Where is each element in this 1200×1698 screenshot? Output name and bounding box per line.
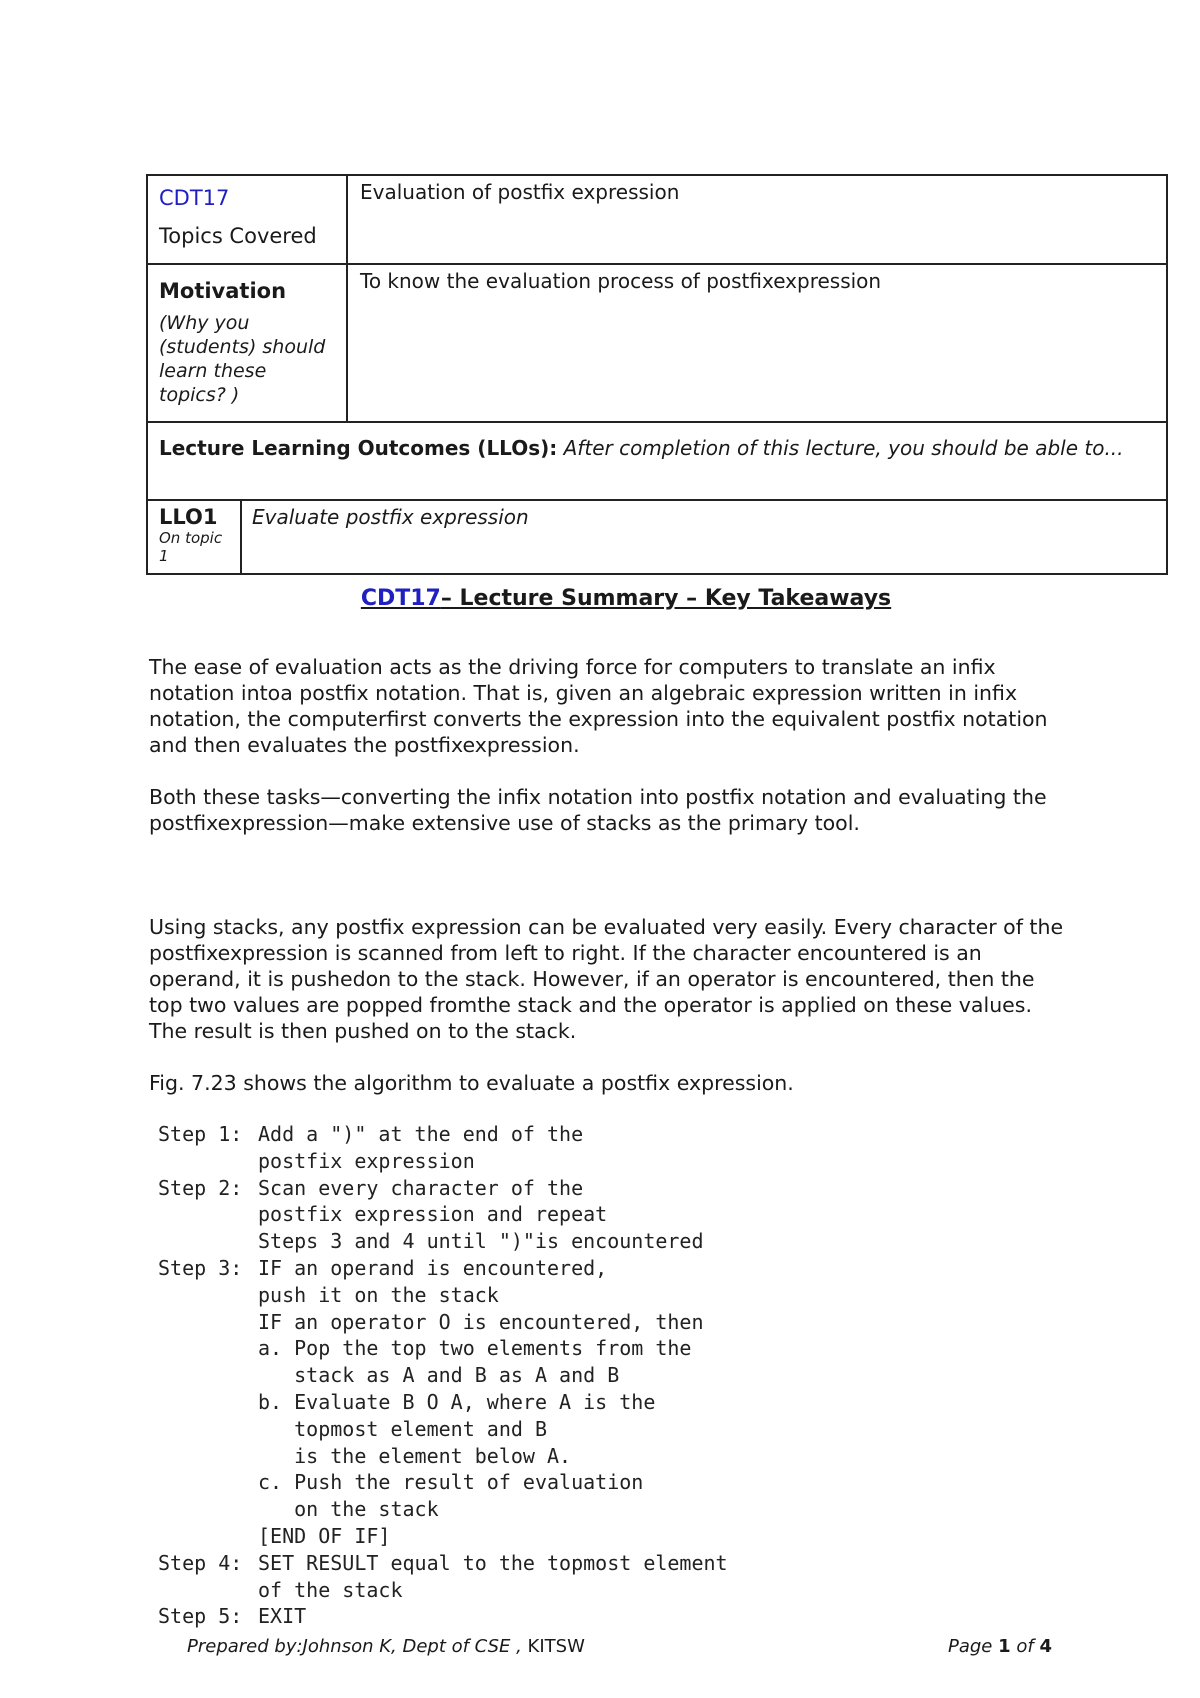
algorithm-line	[158, 1282, 728, 1309]
motivation-note: (Why you (students) should learn these topics? )	[159, 312, 326, 406]
algorithm-line	[158, 1228, 728, 1255]
algorithm-line	[158, 1201, 728, 1228]
of-word: of	[1010, 1636, 1040, 1657]
paragraph-1: The ease of evaluation acts as the driving force for computers to translate an infix notation intoa postfix notation. That is, given an algebraic expression written in infix notation, the computerfirst converts the expression into the equivalent postfix notation and then evaluates the postfixexpression.	[149, 655, 1048, 757]
algorithm-figure	[158, 1121, 728, 1630]
algorithm-step-label	[158, 1335, 258, 1362]
algorithm-line	[158, 1577, 728, 1604]
algorithm-step-text: IF an operator O is encountered, then	[258, 1309, 704, 1334]
summary-title-rest: – Lecture Summary – Key Takeaways	[440, 586, 892, 611]
algorithm-step-text: Scan every character of the	[258, 1175, 584, 1200]
algorithm-step-text: EXIT	[258, 1604, 307, 1629]
algorithm-line	[158, 1309, 728, 1336]
llo-heading-cell	[147, 422, 1167, 500]
paragraph-2: Both these tasks—converting the infix notation into postfix notation and evaluating the postfixexpression—make extensive use of stacks as the primary tool.	[149, 785, 1047, 835]
algorithm-step-label	[158, 1228, 258, 1255]
algorithm-step-label: Step 4:	[158, 1550, 243, 1575]
algorithm-line	[158, 1148, 728, 1175]
footer-prepared-by	[187, 1636, 585, 1657]
motivation-text: To know the evaluation process of postfixexpression	[360, 269, 882, 293]
algorithm-line	[158, 1175, 728, 1202]
topics-covered-label: Topics Covered	[159, 224, 317, 248]
algorithm-line	[158, 1496, 728, 1523]
paragraph-3: Using stacks, any postfix expression can be evaluated very easily. Every character of the postfixexpression is scanned from left to right. If the character encountered is an operand, it is pushedon to the stack. However, if an operator is encountered, then the top two values are popped fromthe stack and the operator is applied on these values. The result is then pushed on to the stack.	[149, 915, 1064, 1043]
algorithm-step-text: stack as A and B as A and B	[258, 1363, 620, 1388]
motivation-cell	[347, 264, 1167, 422]
algorithm-line	[158, 1550, 728, 1577]
motivation-label: Motivation	[159, 279, 287, 303]
motivation-label-cell	[147, 264, 347, 422]
algorithm-step-label: Step 1:	[158, 1122, 243, 1146]
algorithm-step-text: topmost element and B	[258, 1416, 547, 1441]
algorithm-line	[158, 1469, 728, 1496]
llo1-code-cell	[147, 500, 241, 574]
prepared-by-text: Prepared by:Johnson K, Dept of CSE ,	[187, 1636, 522, 1657]
algorithm-line	[158, 1416, 728, 1443]
algorithm-step-label	[158, 1496, 258, 1523]
page-total: 4	[1039, 1636, 1052, 1657]
footer-page-number	[948, 1636, 1052, 1657]
algorithm-step-label	[158, 1282, 258, 1309]
algorithm-step-text: Add a ")" at the end of the	[258, 1122, 584, 1146]
algorithm-step-label	[158, 1416, 258, 1443]
paragraph-4: Fig. 7.23 shows the algorithm to evaluate a postfix expression.	[149, 1071, 794, 1095]
algorithm-step-text: SET RESULT equal to the topmost element	[258, 1550, 728, 1575]
algorithm-step-label	[158, 1201, 258, 1228]
page-num: 1	[998, 1636, 1011, 1657]
algorithm-step-label	[158, 1469, 258, 1496]
algorithm-step-text: on the stack	[258, 1497, 439, 1522]
algorithm-step-text: b. Evaluate B O A, where A is the	[258, 1389, 656, 1414]
llo1-text-cell	[241, 500, 1167, 574]
algorithm-step-label	[158, 1577, 258, 1604]
org-text: KITSW	[521, 1636, 585, 1657]
algorithm-step-text: IF an operand is encountered,	[258, 1255, 608, 1280]
algorithm-line	[158, 1389, 728, 1416]
algorithm-step-label	[158, 1389, 258, 1416]
algorithm-line	[158, 1255, 728, 1282]
algorithm-line	[158, 1523, 728, 1550]
algorithm-line	[158, 1443, 728, 1470]
algorithm-line	[158, 1335, 728, 1362]
algorithm-step-text: Steps 3 and 4 until ")"is encountered	[258, 1229, 704, 1254]
page-word: Page	[948, 1636, 999, 1657]
code-cell	[147, 175, 347, 264]
algorithm-step-label: Step 5:	[158, 1604, 243, 1629]
summary-code: CDT17	[360, 586, 441, 611]
algorithm-step-text: c. Push the result of evaluation	[258, 1470, 644, 1495]
algorithm-step-label	[158, 1523, 258, 1550]
algorithm-step-text: a. Pop the top two elements from the	[258, 1336, 692, 1361]
algorithm-step-text: postfix expression	[258, 1148, 475, 1173]
algorithm-step-label	[158, 1148, 258, 1175]
topic-cell	[347, 175, 1167, 264]
algorithm-line	[158, 1362, 728, 1389]
llo1-sub: On topic 1	[159, 529, 223, 565]
algorithm-step-label	[158, 1443, 258, 1470]
algorithm-line	[158, 1121, 728, 1148]
algorithm-step-label	[158, 1362, 258, 1389]
algorithm-step-text: of the stack	[258, 1577, 403, 1602]
algorithm-step-label: Step 2:	[158, 1175, 243, 1200]
algorithm-step-text: [END OF IF]	[258, 1523, 391, 1548]
algorithm-step-text: is the element below A.	[258, 1443, 572, 1468]
lecture-info-table	[146, 174, 1168, 575]
summary-title	[0, 586, 1200, 611]
llo1-code: LLO1	[159, 505, 218, 529]
algorithm-step-label: Step 3:	[158, 1255, 243, 1280]
lecture-code: CDT17	[159, 186, 230, 210]
llo-heading: Lecture Learning Outcomes (LLOs):	[159, 436, 558, 460]
llo1-text: Evaluate postfix expression	[252, 505, 529, 529]
algorithm-step-text: push it on the stack	[258, 1282, 499, 1307]
algorithm-step-label	[158, 1309, 258, 1336]
topic-text: Evaluation of postfix expression	[360, 180, 680, 204]
algorithm-line	[158, 1603, 728, 1630]
algorithm-step-text: postfix expression and repeat	[258, 1202, 608, 1227]
llo-intro: After completion of this lecture, you should be able to...	[563, 436, 1124, 460]
